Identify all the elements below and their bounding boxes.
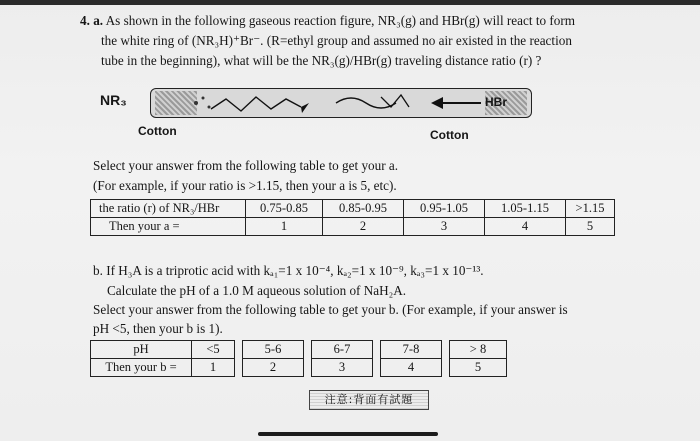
ph-row-header: pH [91,341,192,359]
part-a-instruction: Select your answer from the following table to get your a. [93,158,399,173]
ph-table [90,340,507,377]
a-row-header: Then your a = [91,218,246,236]
a-cell: 3 [404,218,485,236]
a-cell: 5 [566,218,615,236]
ratio-cell: 0.75-0.85 [246,200,323,218]
ph-cell: > 8 [450,341,507,359]
table-row [91,359,507,377]
table-row [91,200,615,218]
ratio-table [90,199,615,236]
reaction-tube-figure [90,82,550,152]
glass-tube [150,88,532,118]
question-line-2: the white ring of (NR₃H)⁺Br⁻. (R=ethyl group and assumed no air existed in the reaction [101,33,572,48]
ratio-cell: 0.85-0.95 [323,200,404,218]
b-cell: 1 [192,359,235,377]
b-cell: 3 [312,359,373,377]
b-cell: 5 [450,359,507,377]
a-cell: 2 [323,218,404,236]
b-cell: 4 [381,359,442,377]
question-line-1 [80,13,575,29]
part-b-line-1: b. If H₃A is a triprotic acid with kₐ₁=1 x 10⁻⁴, kₐ₂=1 x 10⁻⁹, kₐ₃=1 x 10⁻¹³. [93,263,484,278]
nr3-label: NR₃ [100,92,127,108]
part-b-line-3: Select your answer from the following table to get your b. (For example, if your answer is [93,302,568,317]
ph-cell: <5 [192,341,235,359]
gas-diffusion-arrows [151,89,531,117]
ratio-cell: 1.05-1.15 [485,200,566,218]
part-b-line-2: Calculate the pH of a 1.0 M aqueous solution of NaH₂A. [107,283,407,298]
question-line-3: tube in the beginning), what will be the NR₃(g)/HBr(g) traveling distance ratio (r) ? [101,53,542,68]
part-a-example: (For example, if your ratio is >1.15, then your a is 5, etc). [93,178,397,193]
question-number: 4. [80,13,90,28]
left-cotton-label: Cotton [138,124,177,138]
b-row-header: Then your b = [91,359,192,377]
question-line-1-text: As shown in the following gaseous reaction figure, NR₃(g) and HBr(g) will react to form [105,13,576,28]
part-b-line-4: pH <5, then your b is 1). [93,321,223,336]
b-cell: 2 [243,359,304,377]
ph-cell: 7-8 [381,341,442,359]
table-row [91,218,615,236]
ratio-row-header: the ratio (r) of NR₃/HBr [91,200,246,218]
ph-cell: 5-6 [243,341,304,359]
right-cotton-label: Cotton [430,128,469,142]
a-cell: 4 [485,218,566,236]
table-row [91,341,507,359]
ph-cell: 6-7 [312,341,373,359]
a-cell: 1 [246,218,323,236]
home-indicator[interactable] [258,432,438,436]
part-a-label: a. [93,13,104,28]
ratio-cell: >1.15 [566,200,615,218]
hbr-label: HBr [485,95,508,109]
back-page-notice: 注意:背面有試題 [309,390,429,410]
ratio-cell: 0.95-1.05 [404,200,485,218]
top-edge [0,0,700,5]
